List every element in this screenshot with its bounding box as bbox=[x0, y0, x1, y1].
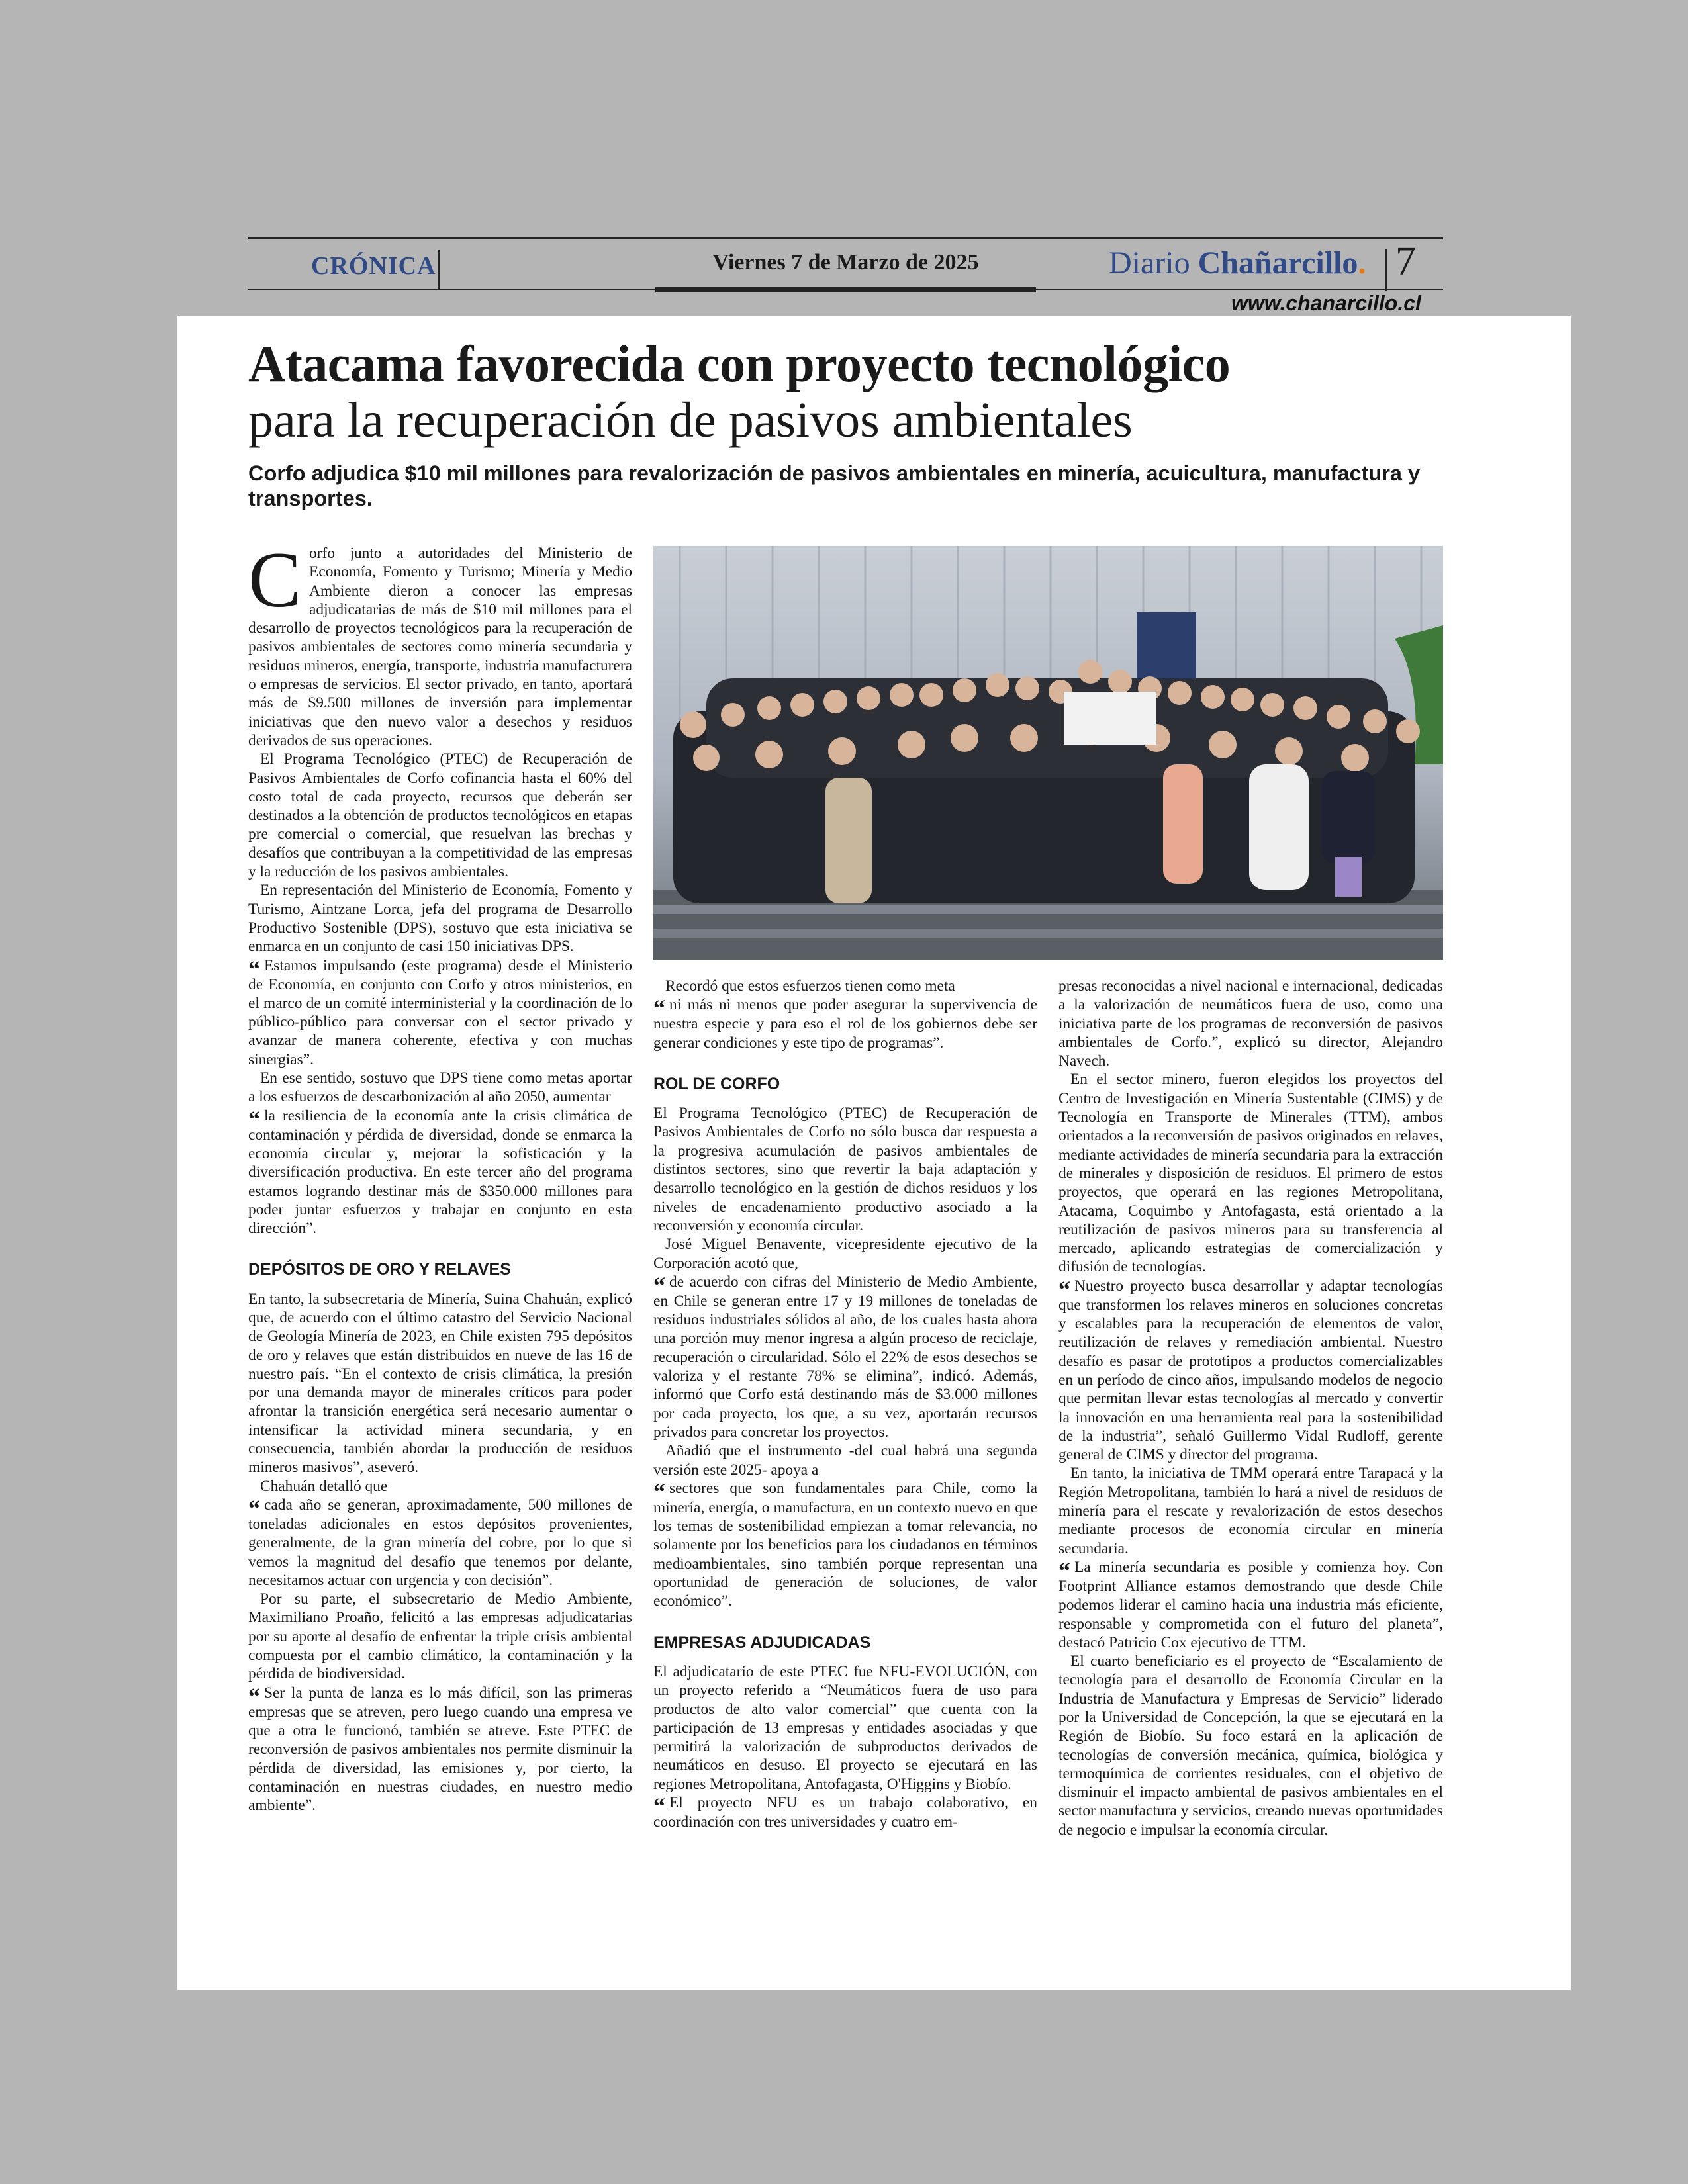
paragraph: Corfo junto a autoridades del Ministerio de Economía, Fomento y Turismo; Minería y Medio Ambiente dieron a conocer las empresas adjudicatarias de más de $10 mil millones para el desarrollo de proyectos tecnológicos para la recuperación de pasivos ambientales de sectores como minería secundaria y residuos mineros, energía, transporte, industria manufacturera o empresas de servicios. El sector privado, en tanto, aportará más de $9.500 millones de inversión para implementar iniciativas que den nuevo valor a desechos y residuos derivados de sus operaciones. bbox=[248, 535, 632, 749]
header-rule-bottom bbox=[248, 289, 1443, 290]
article-title-line1: Atacama favorecida con proyecto tecnológico bbox=[248, 335, 1231, 392]
quote-mark-icon: “ bbox=[248, 1682, 260, 1709]
paragraph: En representación del Ministerio de Economía, Fomento y Turismo, Aintzane Lorca, jefa del programa de Desarrollo Productivo Sostenible (DPS), sostuvo que esta iniciativa se enmarca en un conjunto de casi 150 iniciativas DPS. bbox=[248, 882, 632, 956]
article-subtitle: Corfo adjudica $10 mil millones para revalorización de pasivos ambientales en minería, acuicultura, manufactura y transportes. bbox=[248, 461, 1421, 510]
quote-mark-icon: “ bbox=[653, 1792, 665, 1819]
newspaper-name-prefix: Diario bbox=[1109, 246, 1198, 281]
article-column-1 bbox=[248, 535, 632, 1815]
paragraph: Añadió que el instrumento -del cual habrá una segunda versión este 2025- apoya a bbox=[653, 1442, 1037, 1479]
paragraph: En tanto, la subsecretaria de Minería, Suina Chahuán, explicó que, de acuerdo con el último catastro del Servicio Nacional de Geología Minería de 2023, en Chile existen 795 depósitos de oro y relaves que están distribuidos en nueve de las 16 de nuestro país. “En el contexto de crisis climática, la presión por una demanda mayor de minerales críticos para poder afrontar la transición energética será necesario aumentar o intensificar la actividad minera secundaria, y en consecuencia, también abordar la producción de residuos mineros masivos”, aseveró. bbox=[248, 1290, 632, 1477]
paragraph: En ese sentido, sostuvo que DPS tiene como metas aportar a los esfuerzos de descarbonización al año 2050, aumentar bbox=[248, 1069, 632, 1106]
paragraph: Recordó que estos esfuerzos tienen como meta bbox=[665, 978, 955, 995]
article-title-line2: para la recuperación de pasivos ambientales bbox=[248, 392, 1133, 448]
paragraph: presas reconocidas a nivel nacional e internacional, dedicadas a la valorización de neumáticos fuera de uso, como una iniciativa parte de los programas de reconversión de pasivos ambientales de Corfo.”, explicó su director, Alejandro Navech. bbox=[1058, 978, 1443, 1070]
paragraph: Chahuán detalló que bbox=[260, 1477, 388, 1495]
paragraph: José Miguel Benavente, vicepresidente ejecutivo de la Corporación acotó que, bbox=[653, 1236, 1037, 1272]
page-number-divider bbox=[1385, 249, 1387, 291]
paragraph: El Programa Tecnológico (PTEC) de Recuperación de Pasivos Ambientales de Corfo no sólo busca dar respuesta a la progresiva acumulación de pasivos ambientales de distintos sectores, sino que revertir la baja adaptación y desarrollo tecnológico en la gestión de dichos residuos y los niveles de encadenamiento productivo asociado a la reconversión y economía circular. bbox=[653, 1105, 1037, 1234]
paragraph: En tanto, la iniciativa de TMM operará entre Tarapacá y la Región Metropolitana, también lo hará a nivel de residuos de minería para el rescate y revalorización de estos desechos mediante procesos de economía circular en minería secundaria. bbox=[1058, 1465, 1443, 1557]
group-photo bbox=[653, 546, 1443, 960]
group-photo-illustration bbox=[653, 546, 1443, 960]
paragraph: Por su parte, el subsecretario de Medio Ambiente, Maximiliano Proaño, felicitó a las empresas adjudicatarias por su aporte al desafío de enfrentar la triple crisis ambiental compuesta por el cambio climático, la contaminación y la pérdida de biodiversidad. bbox=[248, 1590, 632, 1683]
quote-paragraph: “ la resiliencia de la economía ante la crisis climática de contaminación y pérdida de diversidad, donde se enmarca la economía circular y, mejorar la sofisticación y la diversificación productiva. En este tercer año del programa estamos logrando destinar más de $350.000 millones para poder juntar esfuerzos y trabajar en conjunto en esta dirección”. bbox=[248, 1105, 632, 1238]
issue-date: Viernes 7 de Marzo de 2025 bbox=[712, 250, 979, 275]
quote-paragraph: “ sectores que son fundamentales para Chile, como la minería, energía, o manufactura, en un contexto nuevo en que los temas de sostenibilidad empiezan a tomar relevancia, no solamente por los beneficios para los ciudadanos en términos medioambientales, sino también porque representan una oportunidad de generación de soluciones, de valor económico”. bbox=[653, 1478, 1037, 1610]
section-heading-empresas: EMPRESAS ADJUDICADAS bbox=[653, 1633, 871, 1652]
paragraph: En el sector minero, fueron elegidos los proyectos del Centro de Investigación en Minería Sustentable (CIMS) y de Tecnología en Transporte de Minerales (TTM), ambos orientados a la reconversión de pasivos originados en relaves, mediante actividades de minería secundaria para la extracción de minerales y disposición de residuos. El primero de estos proyectos, que operará en las regiones Metropolitana, Atacama, Coquimbo y Antofagasta, está orientado a la reutilización de pasivos mineros para su transferencia al mercado, aplicando estrategias de comercialización y difusión de tecnologías. bbox=[1058, 1071, 1443, 1276]
quote-mark-icon: “ bbox=[248, 1494, 260, 1522]
quote-mark-icon: “ bbox=[653, 1271, 665, 1298]
quote-paragraph: “ La minería secundaria es posible y comienza hoy. Con Footprint Alliance estamos demostrando que desde Chile podemos liderar el camino hacia una industria más eficiente, responsable y comprometida con el futuro del planeta”, destacó Patricio Cox ejecutivo de TTM. bbox=[1058, 1557, 1443, 1651]
quote-mark-icon: “ bbox=[1058, 1557, 1070, 1584]
quote-mark-icon: “ bbox=[653, 995, 665, 1022]
quote-mark-icon: “ bbox=[1058, 1275, 1070, 1302]
section-divider bbox=[438, 250, 440, 290]
quote-paragraph: “ Nuestro proyecto busca desarrollar y adaptar tecnologías que transformen los relaves mineros en soluciones concretas y escalables para la recuperación de elementos de valor, reutilización de relaves y remediación ambiental. Nuestro desafío es pasar de prototipos a productos comercializables en un período de cinco años, impulsando modelos de negocio que permitan llevar estas tecnologías al mercado y convertir la innovación en una herramienta real para la sostenibilidad de la industria”, señaló Guillermo Vidal Rudloff, gerente general de CIMS y director del programa. bbox=[1058, 1275, 1443, 1464]
quote-paragraph: “ de acuerdo con cifras del Ministerio de Medio Ambiente, en Chile se generan entre 17 y 19 millones de toneladas de residuos industriales sólidos al año, de los cuales hasta ahora una porción muy menor ingresa a algún proceso de reciclaje, recuperación o circularidad. Sólo el 22% de esos desechos se valoriza y el restante 78% se elimina”, indicó. Además, informó que Corfo está destinando más de $3.000 millones por cada proyecto, los que, a su vez, aportarán recursos privados para concretar los proyectos. bbox=[653, 1271, 1037, 1441]
quote-mark-icon: “ bbox=[248, 955, 260, 982]
quote-mark-icon: “ bbox=[653, 1478, 665, 1505]
section-heading-corfo: ROL DE CORFO bbox=[653, 1074, 780, 1093]
drop-cap: C bbox=[248, 535, 302, 623]
newspaper-name-dot: . bbox=[1358, 246, 1366, 281]
paragraph: El Programa Tecnológico (PTEC) de Recuperación de Pasivos Ambientales de Corfo cofinancia hasta el 60% del costo total de cada proyecto, recursos que deberán ser destinados a la obtención de productos tecnológicos en etapas pre comercial o comercial, que resuelvan las brechas y desafíos que contribuyan a la competitividad de las empresas y la reducción de los pasivos ambientales. bbox=[248, 751, 632, 881]
quote-paragraph: “ ni más ni menos que poder asegurar la supervivencia de nuestra especie y para eso el rol de los gobiernos debe ser generar condiciones y este tipo de programas”. bbox=[653, 995, 1037, 1052]
quote-paragraph: “ El proyecto NFU es un trabajo colaborativo, en coordinación con tres universidades y cuatro em- bbox=[653, 1792, 1037, 1831]
quote-mark-icon: “ bbox=[248, 1105, 260, 1132]
quote-paragraph: “ cada año se generan, aproximadamente, 500 millones de toneladas adicionales en estos depósitos provenientes, generalmente, de la gran minería del cobre, por lo que si vemos la magnitud del desafío que tenemos por delante, necesitamos actuar con urgencia y con decisión”. bbox=[248, 1494, 632, 1589]
section-heading-oro: DEPÓSITOS DE ORO Y RELAVES bbox=[248, 1260, 511, 1279]
quote-paragraph: “ Estamos impulsando (este programa) desde el Ministerio de Economía, en conjunto con Corfo y otros ministerios, en el marco de un comité interministerial y la coordinación de lo público-público para conversar con el sector privado y avanzar de manera coherente, efectiva y con muchas sinergias”. bbox=[248, 955, 632, 1068]
header-rule-top bbox=[248, 237, 1443, 239]
section-label: CRÓNICA bbox=[311, 252, 436, 280]
article-column-3 bbox=[1058, 977, 1443, 1839]
newspaper-name bbox=[1109, 245, 1366, 281]
paragraph: El cuarto beneficiario es el proyecto de “Escalamiento de tecnología para el desarrollo de Economía Circular en la Industria de Manufactura y Empresas de Servicio” liderado por la Universidad de Concepción, la que se ejecutará en la Región de Biobío. Su foco estará en la aplicación de tecnologías de conversión mecánica, química, biológica y termoquímica de corrientes residuales, con el objetivo de disminuir el impacto ambiental de pasivos ambientales en el sector manufactura y servicios, creando nuevas oportunidades de negocio e impulsar la economía circular. bbox=[1058, 1653, 1443, 1839]
quote-paragraph: “ Ser la punta de lanza es lo más difícil, son las primeras empresas que se atreven, pero luego cuando una empresa ve que a otra le funcionó, también se atreve. Este PTEC de reconversión de pasivos ambientales nos permite disminuir la pérdida de diversidad, las emisiones y, por cierto, la contaminación en nuestras ciudades, en nuestro medio ambiente”. bbox=[248, 1682, 632, 1815]
article-column-2 bbox=[653, 977, 1037, 1831]
page-number: 7 bbox=[1395, 239, 1416, 284]
website-link[interactable]: www.chanarcillo.cl bbox=[1231, 291, 1421, 315]
newspaper-name-main: Chañarcillo bbox=[1197, 246, 1358, 281]
paragraph: El adjudicatario de este PTEC fue NFU-EVOLUCIÓN, con un proyecto referido a “Neumáticos fuera de uso para productos de alto valor comercial” que cuenta con la participación de 13 empresas y entidades asociadas y que permitirá la valorización de subproductos derivados de neumáticos en desuso. El proyecto se ejecutará en las regiones Metropolitana, Antofagasta, O'Higgins y Biobío. bbox=[653, 1662, 1037, 1793]
